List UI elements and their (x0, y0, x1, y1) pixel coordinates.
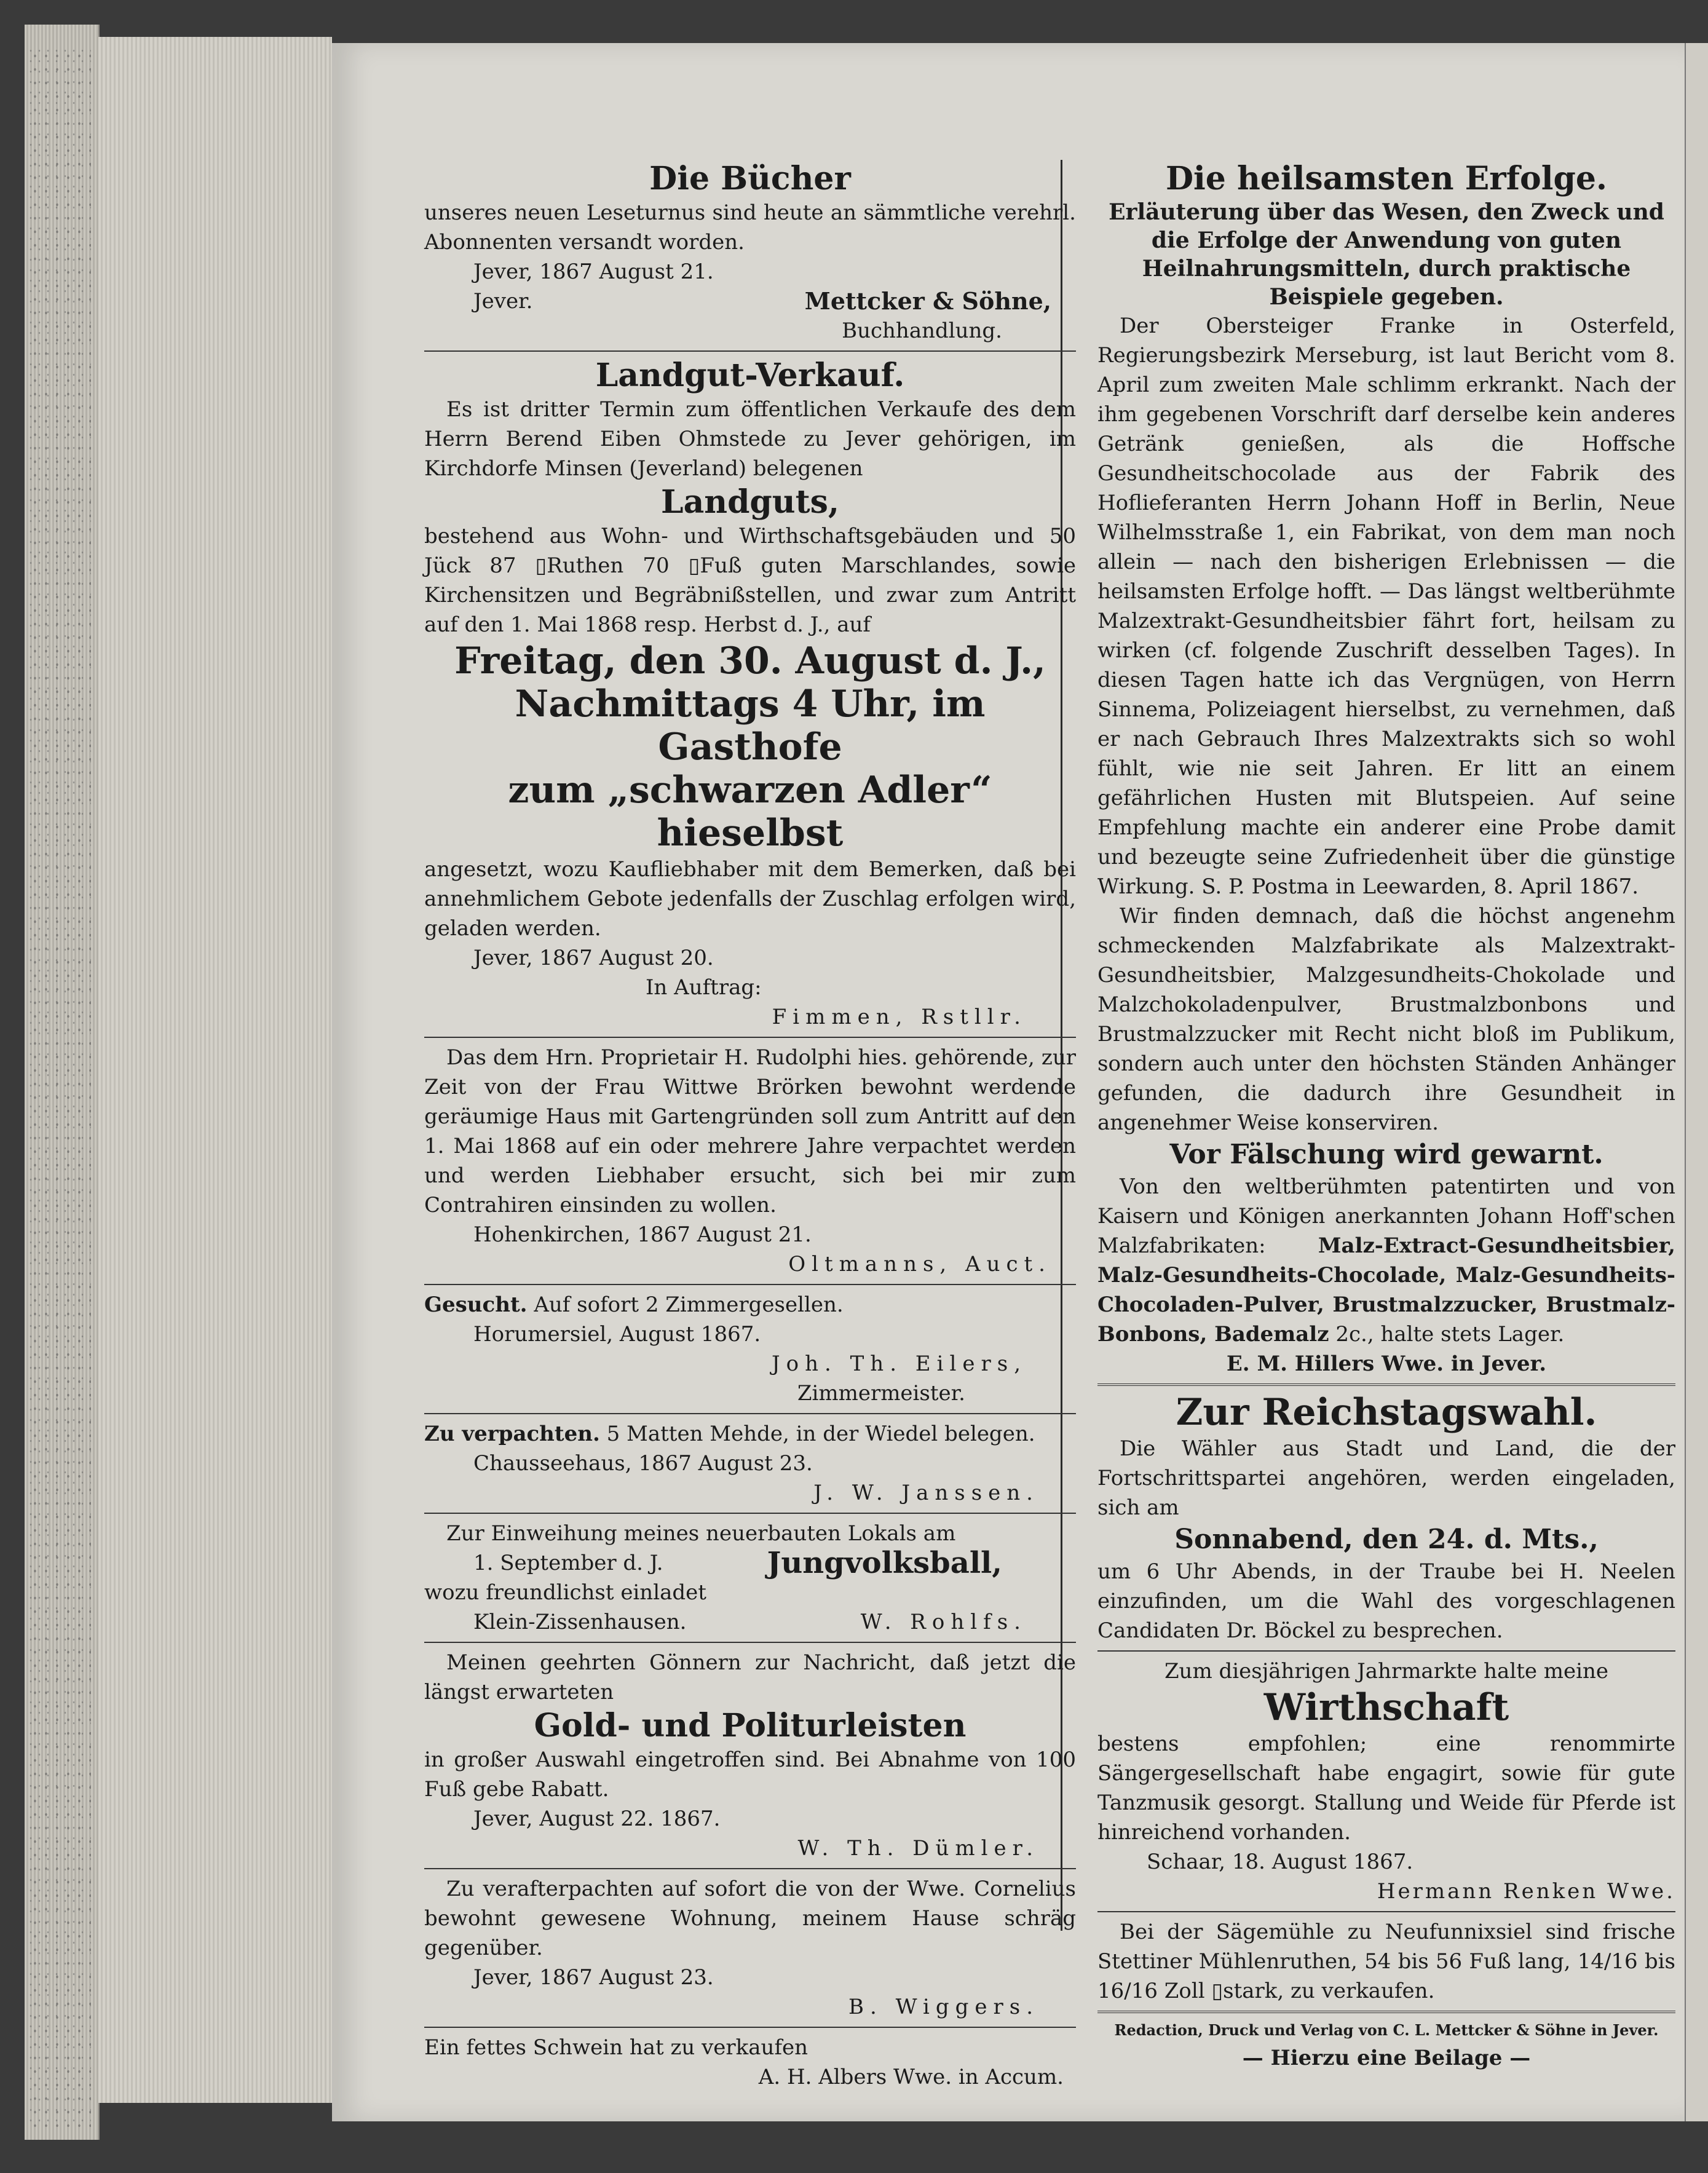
ad-body: um 6 Uhr Abends, in der Traube bei H. Neelen einzufinden, um die Wahl des vorgeschlagenen Candidaten Dr. Böckel zu besprechen. (1097, 1559, 1675, 1643)
ad-body: Zu verafterpachten auf sofort die von der Wwe. Cornelius bewohnt gewesene Wohnung, meinem Hause schräg gegenüber. (424, 1877, 1076, 1960)
ad-body: 5 Matten Mehde, in der Wiedel belegen. (606, 1422, 1035, 1446)
ad-date: Horumersiel, August 1867. (473, 1322, 761, 1347)
ad-body: Der Obersteiger Franke in Osterfeld, Regierungsbezirk Merseburg, ist laut Bericht vom 8. April zum zweiten Male schlimm erkrankt. Nach der ihm gegebenen Vorschrift darf derselbe kein anderes Getränk genießen, als die Hoffsche Gesundheitschocolade aus der Fabrik des Hoflieferanten Herrn Johann Hoff in Berlin, Neue Wilhelmsstraße 1, ein Fabrikat, von dem man noch allein — nach den bisherigen Erlebnissen — die heilsamsten Erfolge hofft. — Das längst weltberühmte Malzextrakt-Gesundheitsbier fährt fort, heilsam zu wirken (cf. folgende Zuschrift desselben Tages). In diesen Tagen hatte ich das Vergnügen, von Herrn Sinnema, Polizeiagent hierselbst, zu vernehmen, daß er nach Gebrauch Ihres Malzextrakts sich so wohl fühlt, wie nie seit Jahren. Er litt an einem gefährlichen Husten mit Blutspeien. Auf seine Empfehlung machte ein anderer eine Probe damit und bezeugte seine Zufriedenheit über die günstige Wirkung. S. P. Postma in Leewarden, 8. April 1867. (1097, 314, 1675, 899)
ad-signer: Hermann Renken Wwe. (1377, 1879, 1675, 1904)
ad-body: bestens empfohlen; eine renommirte Sängergesellschaft habe engagirt, sowie für gute Tanzmusik gesorgt. Stallung und Weide für Pferde ist hinreichend vorhanden. (1097, 1732, 1675, 1845)
next-page-sliver (1685, 43, 1708, 2121)
ad-faelschung (1097, 1138, 1675, 1379)
ad-schwein (424, 2033, 1076, 2092)
ad-gesucht (424, 1290, 1076, 1408)
ad-big-line: Sonnabend, den 24. d. Mts., (1174, 1524, 1599, 1555)
ad-heading: Zur Reichstagswahl. (1176, 1391, 1597, 1434)
ad-date: Jever, 1867 August 21. (473, 259, 714, 284)
ad-lead: Gesucht. (424, 1292, 528, 1317)
ad-bold-text: Malz-Extract-Gesundheitsbier, Malz-Gesundheits-Chocolade, Malz-Gesundheits-Chocoladen-Pulver, Brustmalzzucker, Brustmalz-Bonbons, Bademalz (1097, 1233, 1675, 1347)
right-column (1097, 160, 1675, 2073)
ad-signature-row (424, 287, 1076, 316)
ad-signer: B. Wiggers. (848, 1995, 1039, 2019)
separator (424, 1868, 1076, 1869)
separator (424, 2027, 1076, 2028)
ad-wirthschaft (1097, 1656, 1675, 1906)
ad-goldleisten (424, 1648, 1076, 1863)
ad-signer: Joh. Th. Eilers, (772, 1352, 1027, 1376)
ad-body: Es ist dritter Termin zum öffentlichen Verkaufe des dem Herrn Berend Eiben Ohmstede zu Jever gehörigen, im Kirchdorfe Minsen (Jeverland) belegenen (424, 397, 1076, 481)
ad-line (424, 1548, 1076, 1578)
page-stack-edges (98, 37, 332, 2103)
ad-body: wozu freundlichst einladet (424, 1580, 706, 1605)
ad-verpachten (424, 1419, 1076, 1508)
ad-reichstagswahl (1097, 1391, 1675, 1645)
newspaper-page (332, 43, 1685, 2121)
ad-date: Schaar, 18. August 1867. (1147, 1850, 1413, 1874)
ad-body-tail: 2c., halte stets Lager. (1335, 1322, 1565, 1347)
ad-body-line (424, 1290, 1076, 1320)
ad-body: Ein fettes Schwein hat zu verkaufen (424, 2035, 809, 2060)
ad-big-line: Jungvolksball, (767, 1546, 1002, 1580)
left-column (424, 160, 1076, 2092)
ad-jungvolksball (424, 1519, 1076, 1637)
ad-big-line: Nachmittags 4 Uhr, im Gasthofe (515, 683, 986, 769)
ad-heilsamste-erfolge (1097, 160, 1675, 1138)
ad-verafterpachten (424, 1874, 1076, 2022)
ad-heading: Die Bücher (649, 160, 851, 197)
ad-big-line: zum „schwarzen Adler“ hieselbst (508, 769, 992, 855)
separator (1097, 1383, 1675, 1386)
ad-signer: J. W. Janssen. (813, 1481, 1039, 1505)
separator (424, 1284, 1076, 1285)
ad-lead: Zu verpachten. (424, 1422, 600, 1446)
ad-auftrag: In Auftrag: (646, 975, 762, 1000)
ad-signer: E. M. Hillers Wwe. in Jever. (1226, 1352, 1547, 1376)
ad-signer: W. Th. Dümler. (797, 1836, 1039, 1861)
separator (424, 1642, 1076, 1643)
ad-big-line: Freitag, den 30. August d. J., (454, 639, 1046, 683)
ad-date: Jever, 1867 August 23. (473, 1965, 714, 1990)
ad-body: unseres neuen Leseturnus sind heute an sämmtliche verehrl. Abonnenten versandt worden. (424, 200, 1076, 255)
ad-place: Klein-Zissenhausen. (473, 1610, 687, 1634)
ad-date: Chausseehaus, 1867 August 23. (473, 1451, 813, 1476)
ad-date: Jever, 1867 August 20. (473, 946, 714, 970)
ad-signer-sub: Buchhandlung. (842, 319, 1002, 343)
ad-date: 1. September d. J. (473, 1551, 663, 1575)
ad-signer: W. Rohlfs. (860, 1610, 1027, 1634)
separator (1097, 2011, 1675, 2013)
ad-heading: Die heilsamsten Erfolge. (1165, 160, 1608, 197)
separator (1097, 1911, 1675, 1912)
ad-body: Bei der Sägemühle zu Neufunnixsiel sind frische Stettiner Mühlenruthen, 54 bis 56 Fuß lang, 14/16 bis 16/16 Zoll ▯stark, zu verkaufen. (1097, 1920, 1675, 2003)
ad-heading: Vor Fälschung wird gewarnt. (1169, 1139, 1603, 1170)
ad-date: Jever, August 22. 1867. (473, 1807, 721, 1831)
ad-body-text: Von den weltberühmten patentirten und von Kaisern und Königen anerkannten Johann Hoff'schen Malzfabrikaten: (1097, 1174, 1675, 1258)
ad-body: Die Wähler aus Stadt und Land, die der Fortschrittspartei angehören, werden eingeladen, sich am (1097, 1436, 1675, 1520)
ad-heading: Wirthschaft (1263, 1686, 1509, 1729)
ad-body: Das dem Hrn. Proprietair H. Rudolphi hies. gehörende, zur Zeit von der Frau Wittwe Brörken bewohnt werdende geräumige Haus mit Gartengründen soll zum Antritt auf den 1. Mai 1868 auf ein oder mehrere Jahre verpachtet werden und werden Liebhaber ersucht, sich bei mir zum Contrahiren einsinden zu wollen. (424, 1045, 1076, 1217)
ad-buecher (424, 160, 1076, 346)
separator (424, 1513, 1076, 1514)
ad-heading: Landgut-Verkauf. (595, 357, 905, 394)
imprint-line: Redaction, Druck und Verlag von C. L. Mettcker & Söhne in Jever. (1114, 2021, 1659, 2039)
ad-rudolphi (424, 1043, 1076, 1279)
spine-speckle-texture (30, 49, 91, 2127)
separator (1097, 1650, 1675, 1652)
ad-body (1097, 1172, 1675, 1349)
ad-saegemuehle (1097, 1917, 1675, 2006)
ad-body-line (424, 1419, 1076, 1449)
ad-body: Auf sofort 2 Zimmergesellen. (534, 1292, 844, 1317)
ad-body: in großer Auswahl eingetroffen sind. Bei Abnahme von 100 Fuß gebe Rabatt. (424, 1748, 1076, 1802)
separator (424, 350, 1076, 352)
ad-body: Wir finden demnach, daß die höchst angenehm schmeckenden Malzfabrikate als Malzextrakt-Gesundheitsbier, Malzgesundheits-Chokolade und Malzchokoladenpulver, Brustmalzbonbons und Brustmalzzucker mit Recht nicht bloß im Publikum, sondern auch unter den höchsten Ständen Anhänger gefunden, die dadurch ihre Gesundheit in angenehmer Weise konserviren. (1097, 904, 1675, 1135)
separator (424, 1413, 1076, 1414)
separator (424, 1037, 1076, 1038)
ad-heading: Gold- und Politurleisten (534, 1707, 967, 1744)
ad-date: Hohenkirchen, 1867 August 21. (473, 1222, 812, 1247)
ad-signer-sub: Zimmermeister. (797, 1381, 965, 1406)
ad-signature-row (424, 1607, 1076, 1637)
ad-body: Zur Einweihung meines neuerbauten Lokals am (446, 1521, 956, 1546)
beilage-note: — Hierzu eine Beilage — (1242, 2046, 1531, 2070)
ad-place: Jever. (473, 289, 533, 314)
ad-body: bestehend aus Wohn- und Wirthschaftsgebäuden und 50 Jück 87 ▯Ruthen 70 ▯Fuß guten Marschlandes, sowie Kirchensitzen und Begräbnißstellen, und zwar zum Antritt auf den 1. Mai 1868 resp. Herbst d. J., auf (424, 524, 1076, 637)
ad-signer: Mettcker & Söhne, (804, 287, 1051, 315)
ad-signer: Oltmanns, Auct. (788, 1252, 1051, 1276)
ad-body: Meinen geehrten Gönnern zur Nachricht, daß jetzt die längst erwarteten (424, 1650, 1076, 1704)
ad-signer: Fimmen, Rstllr. (772, 1005, 1027, 1029)
ad-body: Zum diesjährigen Jahrmarkte halte meine (1164, 1659, 1609, 1684)
ad-landgut (424, 357, 1076, 1032)
ad-body: angesetzt, wozu Kaufliebhaber mit dem Bemerken, daß bei annehmlichem Gebote jedenfalls der Zuschlag erfolgen wird, geladen werden. (424, 857, 1076, 941)
ad-subheading: Erläuterung über das Wesen, den Zweck und die Erfolge der Anwendung von guten Heilnahrungsmitteln, durch praktische Beispiele gegeben. (1109, 199, 1664, 310)
ad-subheading: Landguts, (661, 483, 839, 521)
ad-signer: A. H. Albers Wwe. in Accum. (758, 2065, 1064, 2089)
